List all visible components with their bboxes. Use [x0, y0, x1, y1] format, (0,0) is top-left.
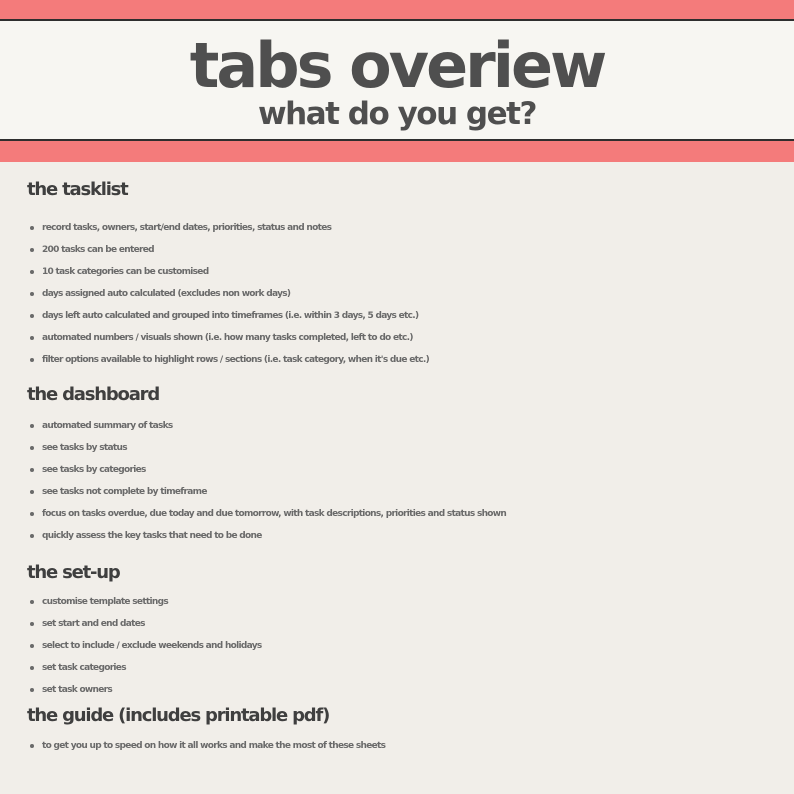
dashboard-features-list	[27, 415, 787, 547]
list-item: 10 task categories can be customised	[27, 261, 787, 283]
section-title-setup: the set-up	[27, 562, 120, 583]
list-item: days assigned auto calculated (excludes non work days)	[27, 283, 787, 305]
list-item: set start and end dates	[27, 613, 787, 635]
guide-features-list	[27, 735, 787, 757]
content-area	[27, 172, 787, 757]
list-item: to get you up to speed on how it all works and make the most of these sheets	[27, 735, 787, 757]
section-title-dashboard: the dashboard	[27, 384, 160, 405]
setup-features-list	[27, 591, 787, 701]
section-title-guide: the guide (includes printable pdf)	[27, 705, 330, 726]
list-item: 200 tasks can be entered	[27, 239, 787, 261]
list-item: see tasks not complete by timeframe	[27, 481, 787, 503]
page-title: tabs overiew	[189, 29, 605, 102]
list-item: customise template settings	[27, 591, 787, 613]
list-item: see tasks by status	[27, 437, 787, 459]
list-item: record tasks, owners, start/end dates, priorities, status and notes	[27, 217, 787, 239]
list-item: filter options available to highlight rows / sections (i.e. task category, when it's due etc.)	[27, 349, 787, 371]
list-item: automated summary of tasks	[27, 415, 787, 437]
list-item: focus on tasks overdue, due today and due tomorrow, with task descriptions, priorities and status shown	[27, 503, 787, 525]
list-item: select to include / exclude weekends and holidays	[27, 635, 787, 657]
list-item: set task owners	[27, 679, 787, 701]
section-title-tasklist: the tasklist	[27, 179, 128, 200]
tasklist-features-list	[27, 217, 787, 371]
list-item: days left auto calculated and grouped into timeframes (i.e. within 3 days, 5 days etc.)	[27, 305, 787, 327]
list-item: quickly assess the key tasks that need to be done	[27, 525, 787, 547]
header-panel	[0, 19, 794, 141]
list-item: set task categories	[27, 657, 787, 679]
list-item: automated numbers / visuals shown (i.e. how many tasks completed, left to do etc.)	[27, 327, 787, 349]
page-subtitle: what do you get?	[258, 96, 536, 132]
list-item: see tasks by categories	[27, 459, 787, 481]
